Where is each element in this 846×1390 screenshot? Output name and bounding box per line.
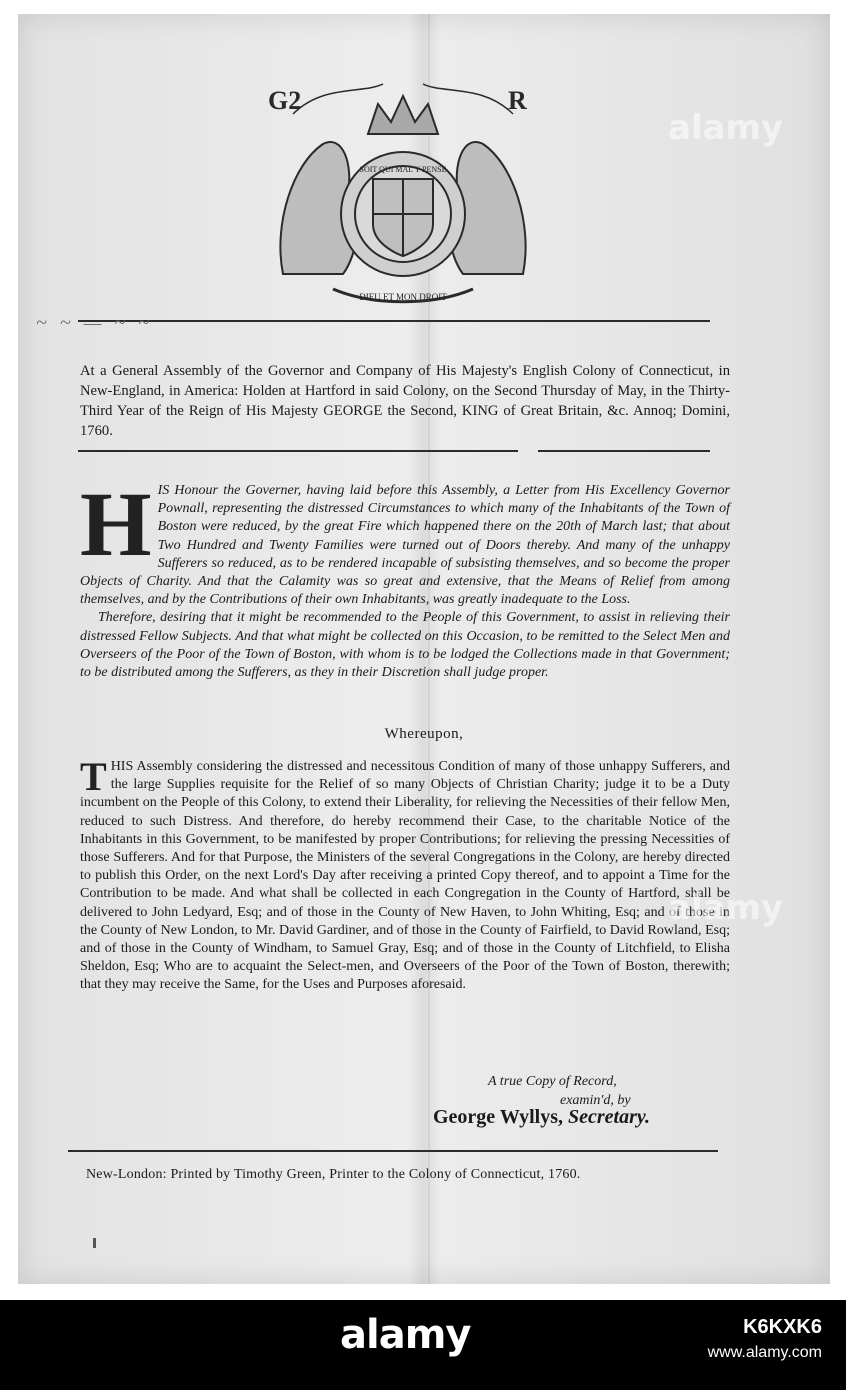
heading-rule-right: [538, 450, 710, 452]
assembly-heading: [80, 361, 730, 441]
broadside-sheet: [18, 14, 830, 1284]
resolution-paragraph-2: [80, 754, 730, 995]
watermark-right: alamy: [668, 888, 784, 928]
watermark-top-right: alamy: [668, 108, 784, 148]
paragraph-1-text: IS Honour the Governer, having laid before this Assembly, a Letter from His Excellency Governor Pownall, representing the distressed Circumstances to which many of the Inhabitants of the Town of Boston were reduced, by the great Fire which happened there on the 20th of March last; that about Two Hundred and Twenty Families were turned out of Doors thereby. And many of the unhappy Sufferers so reduced, as to be rendered incapable of subsisting themselves, and so become the proper Objects of Charity. And that the Calamity was so great and extensive, that the Means of Relief from among themselves, and by the Contributions of their own Inhabitants, was greatly inadequate to the Loss.: [80, 483, 730, 608]
signature-block: [433, 1106, 650, 1129]
signer-name: George Wyllys,: [433, 1106, 563, 1128]
ink-mark: [93, 1238, 96, 1248]
royal-cipher-right: R: [508, 86, 527, 115]
imprint-rule: [68, 1150, 718, 1152]
stock-footer-bar: [0, 1300, 846, 1390]
heading-text: At a General Assembly of the Governor and Company of His Majesty's English Colony of Connecticut, in New-England, in America: Holden at Hartford in said Colony, on the Second Thursday of May, in the Thirty-Third Year of the Reign of His Majesty GEORGE the Second, KING of Great Britain, &c. Annoq; Domini, 1760.: [80, 363, 730, 439]
signer-title: Secretary.: [567, 1106, 650, 1128]
attestation: [448, 1072, 708, 1110]
attest-line-1: A true Copy of Record,: [488, 1074, 617, 1089]
drop-cap-t: T: [80, 754, 107, 799]
attest-line-2: examin'd, by: [560, 1093, 631, 1108]
printer-imprint: New-London: Printed by Timothy Green, Printer to the Colony of Connecticut, 1760.: [86, 1167, 581, 1182]
crest-motto-top: SOIT QUI MAL Y PENSE: [359, 165, 447, 174]
heading-rule-left: [78, 450, 518, 452]
stock-url: www.alamy.com: [707, 1344, 822, 1361]
stock-info: [708, 1314, 822, 1366]
resolution-paragraph-1: [80, 473, 730, 682]
drop-cap-h: H: [80, 473, 152, 575]
stock-image-id: K6KXK6: [743, 1316, 822, 1338]
royal-cipher-left: G2: [268, 86, 302, 115]
stock-logo: alamy: [340, 1312, 471, 1358]
paragraph-2-text: HIS Assembly considering the distressed and necessitous Condition of many of those unhappy Sufferers, and the large Supplies requisite for the Relief of so many Objects of Christian Charity; judge it to be a Duty incumbent on the People of this Colony, to extend their Liberality, for relieving the Necessities of their fellow Men, reduced to such Distress. And therefore, do hereby recommend their Case, to the charitable Notice of the Inhabitants in this Government, to be manifested by proper Contributions; for relieving the pressing Necessities of those Sufferers. And for that Purpose, the Ministers of the several Congregations in the Colony, are hereby directed to publish this Order, on the next Lord's Day after receiving a printed Copy thereof, and to appoint a Time for the Contribution to be made. And what shall be collected in each Congregation in the County of Hartford, shall be delivered to John Ledyard, Esq; and of those in the County of New Haven, to John Whiting, Esq; and of those in the County of New London, to Mr. David Gardiner, and of those in the County of Fairfield, to David Rowland, Esq; and of those in the County of Windham, to Samuel Gray, Esq; and of those in the County of Litchfield, to Elisha Sheldon, Esq; Who are to acquaint the Select-men, and Overseers of the Poor of the Town of Boston, therewith; that they may receive the Same, for the Uses and Purposes aforesaid.: [80, 759, 730, 993]
handwritten-scribble: ~ ~ — ~ ~: [36, 312, 154, 334]
paragraph-1b-text: Therefore, desiring that it might be recommended to the People of this Government, to assist in relieving their distressed Fellow Subjects. And that what might be collected on this Occasion, to be remitted to the Select Men and Overseers of the Poor of the Town of Boston, with whom is to be lodged the Collections made in that Government; to be distributed among the Sufferers, as they in their Discretion shall judge proper.: [80, 610, 730, 681]
crest-motto-bottom: DIEU ET MON DROIT: [359, 292, 447, 302]
whereupon-heading: Whereupon,: [384, 726, 464, 742]
top-rule: [78, 320, 710, 322]
royal-coat-of-arms: [263, 74, 543, 314]
